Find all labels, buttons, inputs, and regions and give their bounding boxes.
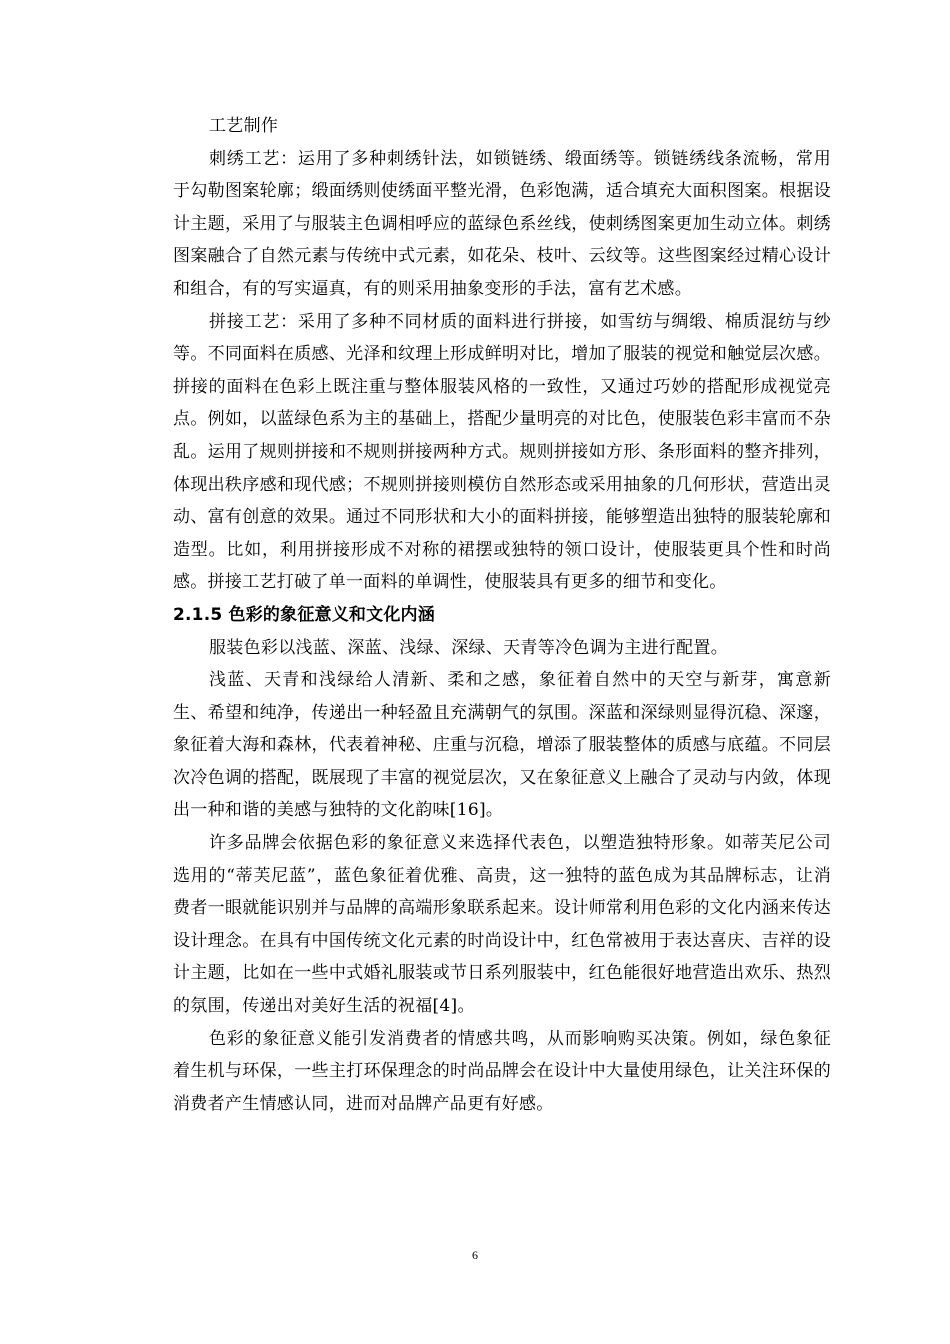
paragraph-embroidery: 刺绣工艺：运用了多种刺绣针法，如锁链绣、缎面绣等。锁链绣线条流畅，常用于勾勒图案轮廓；缎面绣则使绣面平整光滑，色彩饱满，适合填充大面积图案。根据设计主题，采用了与服装主色调相呼应的蓝绿色系丝线，使刺绣图案更加生动立体。刺绣图案融合了自然元素与传统中式元素，如花朵、枝叶、云纹等。这些图案经过精心设计和组合，有的写实逼真，有的则采用抽象变形的手法，富有艺术感。 <box>173 148 831 299</box>
paragraph-craft-title: 工艺制作 <box>209 116 279 136</box>
paragraph-color-config: 服装色彩以浅蓝、深蓝、浅绿、深绿、天青等冷色调为主进行配置。 <box>209 637 728 658</box>
paragraph-emotional-resonance: 色彩的象征意义能引发消费者的情感共鸣，从而影响购买决策。例如，绿色象征着生机与环保，一些主打环保理念的时尚品牌会在设计中大量使用绿色，让关注环保的消费者产生情感认同，进而对品牌产品更有好感。 <box>173 1028 831 1114</box>
page-number: 6 <box>472 1248 478 1262</box>
page-content <box>173 110 831 1120</box>
paragraph-patchwork: 拼接工艺：采用了多种不同材质的面料进行拼接，如雪纺与绸缎、棉质混纺与纱等。不同面料在质感、光泽和纹理上形成鲜明对比，增加了服装的视觉和触觉层次感。拼接的面料在色彩上既注重与整体服装风格的一致性，又通过巧妙的搭配形成视觉亮点。例如，以蓝绿色系为主的基础上，搭配少量明亮的对比色，使服装色彩丰富而不杂乱。运用了规则拼接和不规则拼接两种方式。规则拼接如方形、条形面料的整齐排列，体现出秩序感和现代感；不规则拼接则模仿自然形态或采用抽象的几何形状，营造出灵动、富有创意的效果。通过不同形状和大小的面料拼接，能够塑造出独特的服装轮廓和造型。比如，利用拼接形成不对称的裙摆或独特的领口设计，使服装更具个性和时尚感。拼接工艺打破了单一面料的单调性，使服装具有更多的细节和变化。 <box>173 311 831 593</box>
paragraph-brand-color: 许多品牌会依据色彩的象征意义来选择代表色，以塑造独特形象。如蒂芙尼公司选用的“蒂芙尼蓝”，蓝色象征着优雅、高贵，这一独特的蓝色成为其品牌标志，让消费者一眼就能识别并与品牌的高端形象联系起来。设计师常利用色彩的文化内涵来传达设计理念。在具有中国传统文化元素的时尚设计中，红色常被用于表达喜庆、吉祥的设计主题，比如在一些中式婚礼服装或节日系列服装中，红色能很好地营造出欢乐、热烈的氛围，传递出对美好生活的祝福[4]。 <box>173 833 831 1017</box>
paragraph-color-meaning: 浅蓝、天青和浅绿给人清新、柔和之感，象征着自然中的天空与新芽，寓意新生、希望和纯净，传递出一种轻盈且充满朝气的氛围。深蓝和深绿则显得沉稳、深邃，象征着大海和森林，代表着神秘、庄重与沉稳，增添了服装整体的质感与底蕴。不同层次冷色调的搭配，既展现了丰富的视觉层次，又在象征意义上融合了灵动与内敛，体现出一种和谐的美感与独特的文化韵味[16]。 <box>173 670 831 821</box>
section-heading: 2.1.5 色彩的象征意义和文化内涵 <box>173 604 435 625</box>
